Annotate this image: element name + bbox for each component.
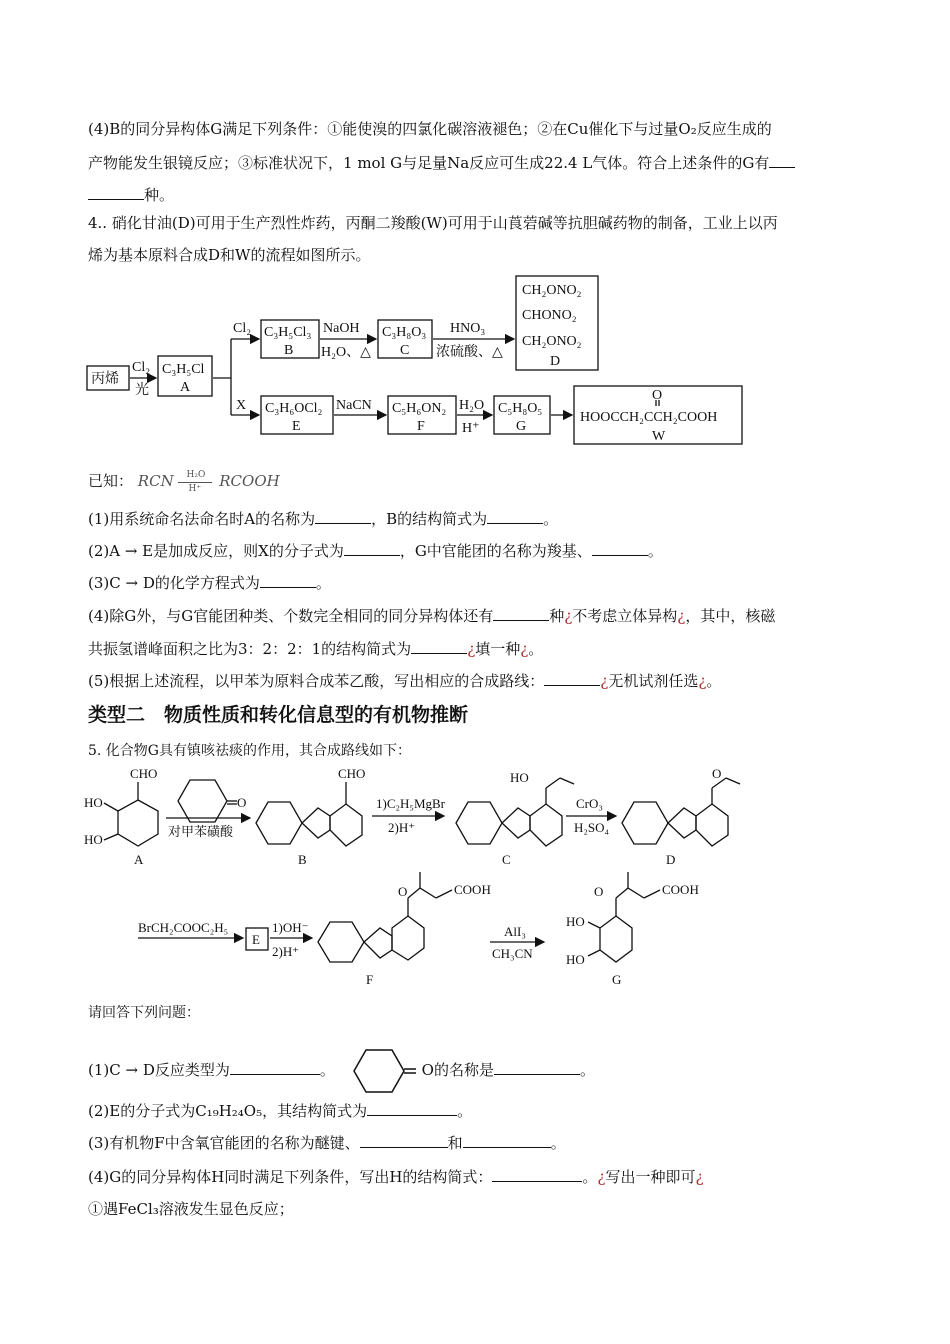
cond-g-bottom: H⁺	[462, 421, 480, 436]
reagent-ef-1: 1)OH⁻	[272, 920, 309, 935]
answer-blank	[230, 1060, 320, 1075]
compound-w: HOOCCH₂CCH₂COOH	[580, 410, 718, 425]
label-w: W	[652, 429, 666, 444]
q4-sub4-line2-text: 共振氢谱峰面积之比为3：2：2：1的结构简式为	[88, 640, 412, 658]
c-ho: HO	[510, 770, 529, 785]
inverted-question-mark: ¿	[467, 640, 476, 658]
cond-f-top: NaCN	[336, 398, 372, 413]
flow-start: 丙烯	[91, 372, 119, 387]
inverted-question-mark: ¿	[597, 1168, 606, 1186]
q4-sub1-text: (1)用系统命名法命名时A的名称为	[88, 510, 316, 528]
answer-blank	[769, 153, 795, 168]
compound-d-line2: CHONO₂	[522, 308, 577, 323]
inverted-question-mark: ¿	[564, 607, 573, 625]
compound-w-oxygen: O	[652, 388, 663, 403]
q4-sub1-text-c: 。	[543, 510, 559, 528]
cyclohexanone-o: O	[237, 795, 247, 810]
answer-blank	[494, 1060, 580, 1075]
reagent-cd-2: H₂SO₄	[574, 820, 610, 835]
arrow-line	[178, 482, 212, 483]
q5-sub2	[88, 1100, 472, 1121]
cond-g-top: H₂O	[459, 398, 485, 413]
q4-top-line3	[88, 184, 174, 205]
q5-intro: 5. 化合物G具有镇咳祛痰的作用，其合成路线如下：	[88, 743, 411, 759]
label-a: A	[134, 852, 144, 867]
q4-sub5-text: (5)根据上述流程，以甲苯为原料合成苯乙酸，写出相应的合成路线：	[88, 672, 545, 690]
a-ho-2: HO	[84, 832, 103, 847]
q4-sub4-line2	[88, 638, 543, 659]
g-ho-2: HO	[566, 952, 585, 967]
q5-sub3-text: (3)有机物F中含氧官能团的名称为醚键、	[88, 1134, 360, 1152]
cond-a-top: Cl₂	[132, 360, 151, 375]
q5-sub4-text-b: 。	[582, 1168, 598, 1186]
known-arrow-top: H₂O	[186, 470, 206, 480]
q5-sub1-text-d: 。	[579, 1061, 595, 1079]
q4-sub2-text-c: 。	[647, 542, 663, 560]
answer-blank	[592, 541, 648, 556]
answer-blank	[493, 606, 549, 621]
label-f: F	[366, 972, 374, 987]
reagent-ab: 对甲苯磺酸	[168, 824, 234, 839]
q4-sub3	[88, 572, 331, 593]
inverted-question-mark: ¿	[698, 672, 707, 690]
q4-sub3-text-b: 。	[315, 574, 331, 592]
label-g: G	[612, 972, 622, 987]
q5-request: 请回答下列问题：	[88, 1005, 200, 1021]
q5-sub3-text-c: 。	[550, 1134, 566, 1152]
reagent-ef-2: 2)H⁺	[272, 944, 300, 959]
answer-blank	[315, 509, 371, 524]
cond-a-bottom: 光	[135, 383, 149, 398]
label-c: C	[502, 852, 511, 867]
q5-sub2-text-b: 。	[457, 1102, 473, 1120]
q4-sub1	[88, 508, 558, 529]
label-b: B	[298, 852, 307, 867]
label-d: D	[666, 852, 676, 867]
q4-sub4-line2-text-e: 。	[528, 640, 544, 658]
section-title: 类型二 物质性质和转化信息型的有机物推断	[88, 704, 469, 726]
q4-sub2-text-b: ，G中官能团的名称为羧基、	[399, 542, 592, 560]
label-a: A	[180, 380, 191, 395]
q5-sub4-text-d: 写出一种即可	[605, 1168, 696, 1186]
f-cooh: COOH	[454, 882, 491, 897]
compound-d-line3: CH₂ONO₂	[522, 334, 582, 349]
q5-sub1	[88, 1046, 595, 1096]
q5-sub1-text: (1)C → D反应类型为	[88, 1061, 230, 1079]
a-ho-1: HO	[84, 795, 103, 810]
cyclohexanone-structure	[340, 1046, 422, 1096]
label-b: B	[284, 343, 294, 358]
q5-sub4	[88, 1166, 704, 1187]
answer-blank	[88, 185, 144, 200]
q5-sub1-text-c: 的名称是	[433, 1061, 494, 1079]
reagent-cd-1: CrO₃	[576, 796, 603, 811]
q4-sub4-line2-text-c: 填一种	[475, 640, 521, 658]
cond-e-top: X	[236, 398, 247, 413]
answer-blank	[487, 509, 543, 524]
reagent-fg-2: CH₃CN	[492, 946, 533, 961]
cond-d-bottom: 浓硫酸、△	[436, 345, 503, 360]
answer-blank	[344, 541, 400, 556]
compound-a: C₃H₅Cl	[162, 362, 205, 377]
b-cho: CHO	[338, 766, 366, 781]
answer-blank	[544, 671, 600, 686]
reagent-bc-2: 2)H⁺	[388, 820, 416, 835]
compound-c: C₃H₈O₃	[382, 325, 427, 340]
q4-intro-line1: 4.. 硝化甘油(D)可用于生产烈性炸药，丙酮二羧酸(W)可用于山莨菪碱等抗胆碱药物的制备，工业上以丙	[88, 214, 778, 232]
cond-d-top: HNO₃	[450, 321, 486, 336]
compound-b: C₃H₅Cl₃	[264, 325, 312, 340]
answer-blank	[411, 639, 467, 654]
g-ho-1: HO	[566, 914, 585, 929]
compound-g: C₅H₈O₅	[498, 401, 543, 416]
q5-cond1: ①遇FeCl₃溶液发生显色反应；	[88, 1200, 294, 1218]
cond-b-top: Cl₂	[233, 321, 252, 336]
label-g: G	[516, 419, 527, 434]
propylene-flow-diagram	[0, 268, 950, 458]
d-carbonyl-o: O	[712, 766, 722, 781]
answer-blank	[367, 1101, 457, 1116]
answer-blank	[360, 1133, 448, 1148]
inverted-question-mark: ¿	[520, 640, 529, 658]
q5-sub2-text: (2)E的分子式为C₁₉H₂₄O₅，其结构简式为	[88, 1102, 368, 1120]
q4-top-line2	[88, 152, 795, 173]
inverted-question-mark: ¿	[677, 607, 686, 625]
compound-e: C₃H₆OCl₂	[265, 401, 323, 416]
known-line	[88, 470, 280, 494]
inverted-question-mark: ¿	[600, 672, 609, 690]
q5-sub3	[88, 1132, 566, 1153]
answer-blank	[463, 1133, 551, 1148]
cond-c-bottom: H₂O、△	[321, 345, 371, 360]
a-cho: CHO	[130, 766, 158, 781]
known-left: RCN	[137, 472, 174, 490]
known-label: 已知：	[88, 472, 134, 490]
compound-f: C₅H₆ON₂	[392, 401, 447, 416]
answer-blank	[260, 573, 316, 588]
q4-intro-line2: 烯为基本原料合成D和W的流程如图所示。	[88, 246, 371, 264]
cond-c-top: NaOH	[323, 321, 360, 336]
inverted-question-mark: ¿	[695, 1168, 704, 1186]
q4-sub2	[88, 540, 663, 561]
q4-sub4-text-b: 种	[549, 607, 565, 625]
f-carbonyl-o: O	[398, 884, 408, 899]
label-e: E	[292, 419, 301, 434]
known-arrow-bottom: H⁺	[188, 484, 202, 494]
answer-blank	[492, 1167, 582, 1182]
compound-d-line1: CH₂ONO₂	[522, 283, 582, 298]
q4-sub3-text: (3)C → D的化学方程式为	[88, 574, 260, 592]
label-d: D	[550, 354, 561, 369]
label-c: C	[400, 343, 410, 358]
q4-sub4-text-d: 不考虑立体异构	[572, 607, 678, 625]
q4-top-line3-text: 种。	[144, 186, 175, 204]
known-right: RCOOH	[219, 472, 280, 490]
q5-sub1-text-b: 。	[319, 1061, 335, 1079]
q4-sub2-text: (2)A → E是加成反应，则X的分子式为	[88, 542, 344, 560]
q4-sub5	[88, 670, 721, 691]
q4-sub5-text-c: 无机试剂任选	[608, 672, 699, 690]
q4-sub4-text-f: ，其中，核磁	[685, 607, 776, 625]
box-e: E	[252, 932, 260, 947]
q4-top-line2-text: 产物能发生银镜反应；③标准状况下，1 mol G与足量Na反应可生成22.4 L气体。符合上述条件的G有	[88, 154, 770, 172]
g-cooh: COOH	[662, 882, 699, 897]
label-f: F	[417, 419, 425, 434]
q4-sub5-text-e: 。	[706, 672, 722, 690]
cyclohexanone-oxygen: O	[421, 1061, 434, 1079]
q5-sub4-text: (4)G的同分异构体H同时满足下列条件，写出H的结构简式：	[88, 1168, 493, 1186]
q4-sub1-text-b: ，B的结构简式为	[371, 510, 488, 528]
reagent-de: BrCH₂COOC₂H₅	[138, 920, 229, 935]
q4-sub4	[88, 605, 775, 626]
reagent-fg-1: AlI₃	[504, 924, 526, 939]
reagent-bc-1: 1)C₂H₅MgBr	[376, 796, 446, 811]
q4-sub4-text: (4)除G外，与G官能团种类、个数完全相同的同分异构体还有	[88, 607, 494, 625]
q4-top-line1: (4)B的同分异构体G满足下列条件：①能使溴的四氯化碳溶液褪色；②在Cu催化下与过量O₂反应生成的	[88, 120, 772, 138]
synthesis-route-diagram	[0, 760, 950, 992]
q5-sub3-text-b: 和	[447, 1134, 463, 1152]
g-carbonyl-o: O	[594, 884, 604, 899]
